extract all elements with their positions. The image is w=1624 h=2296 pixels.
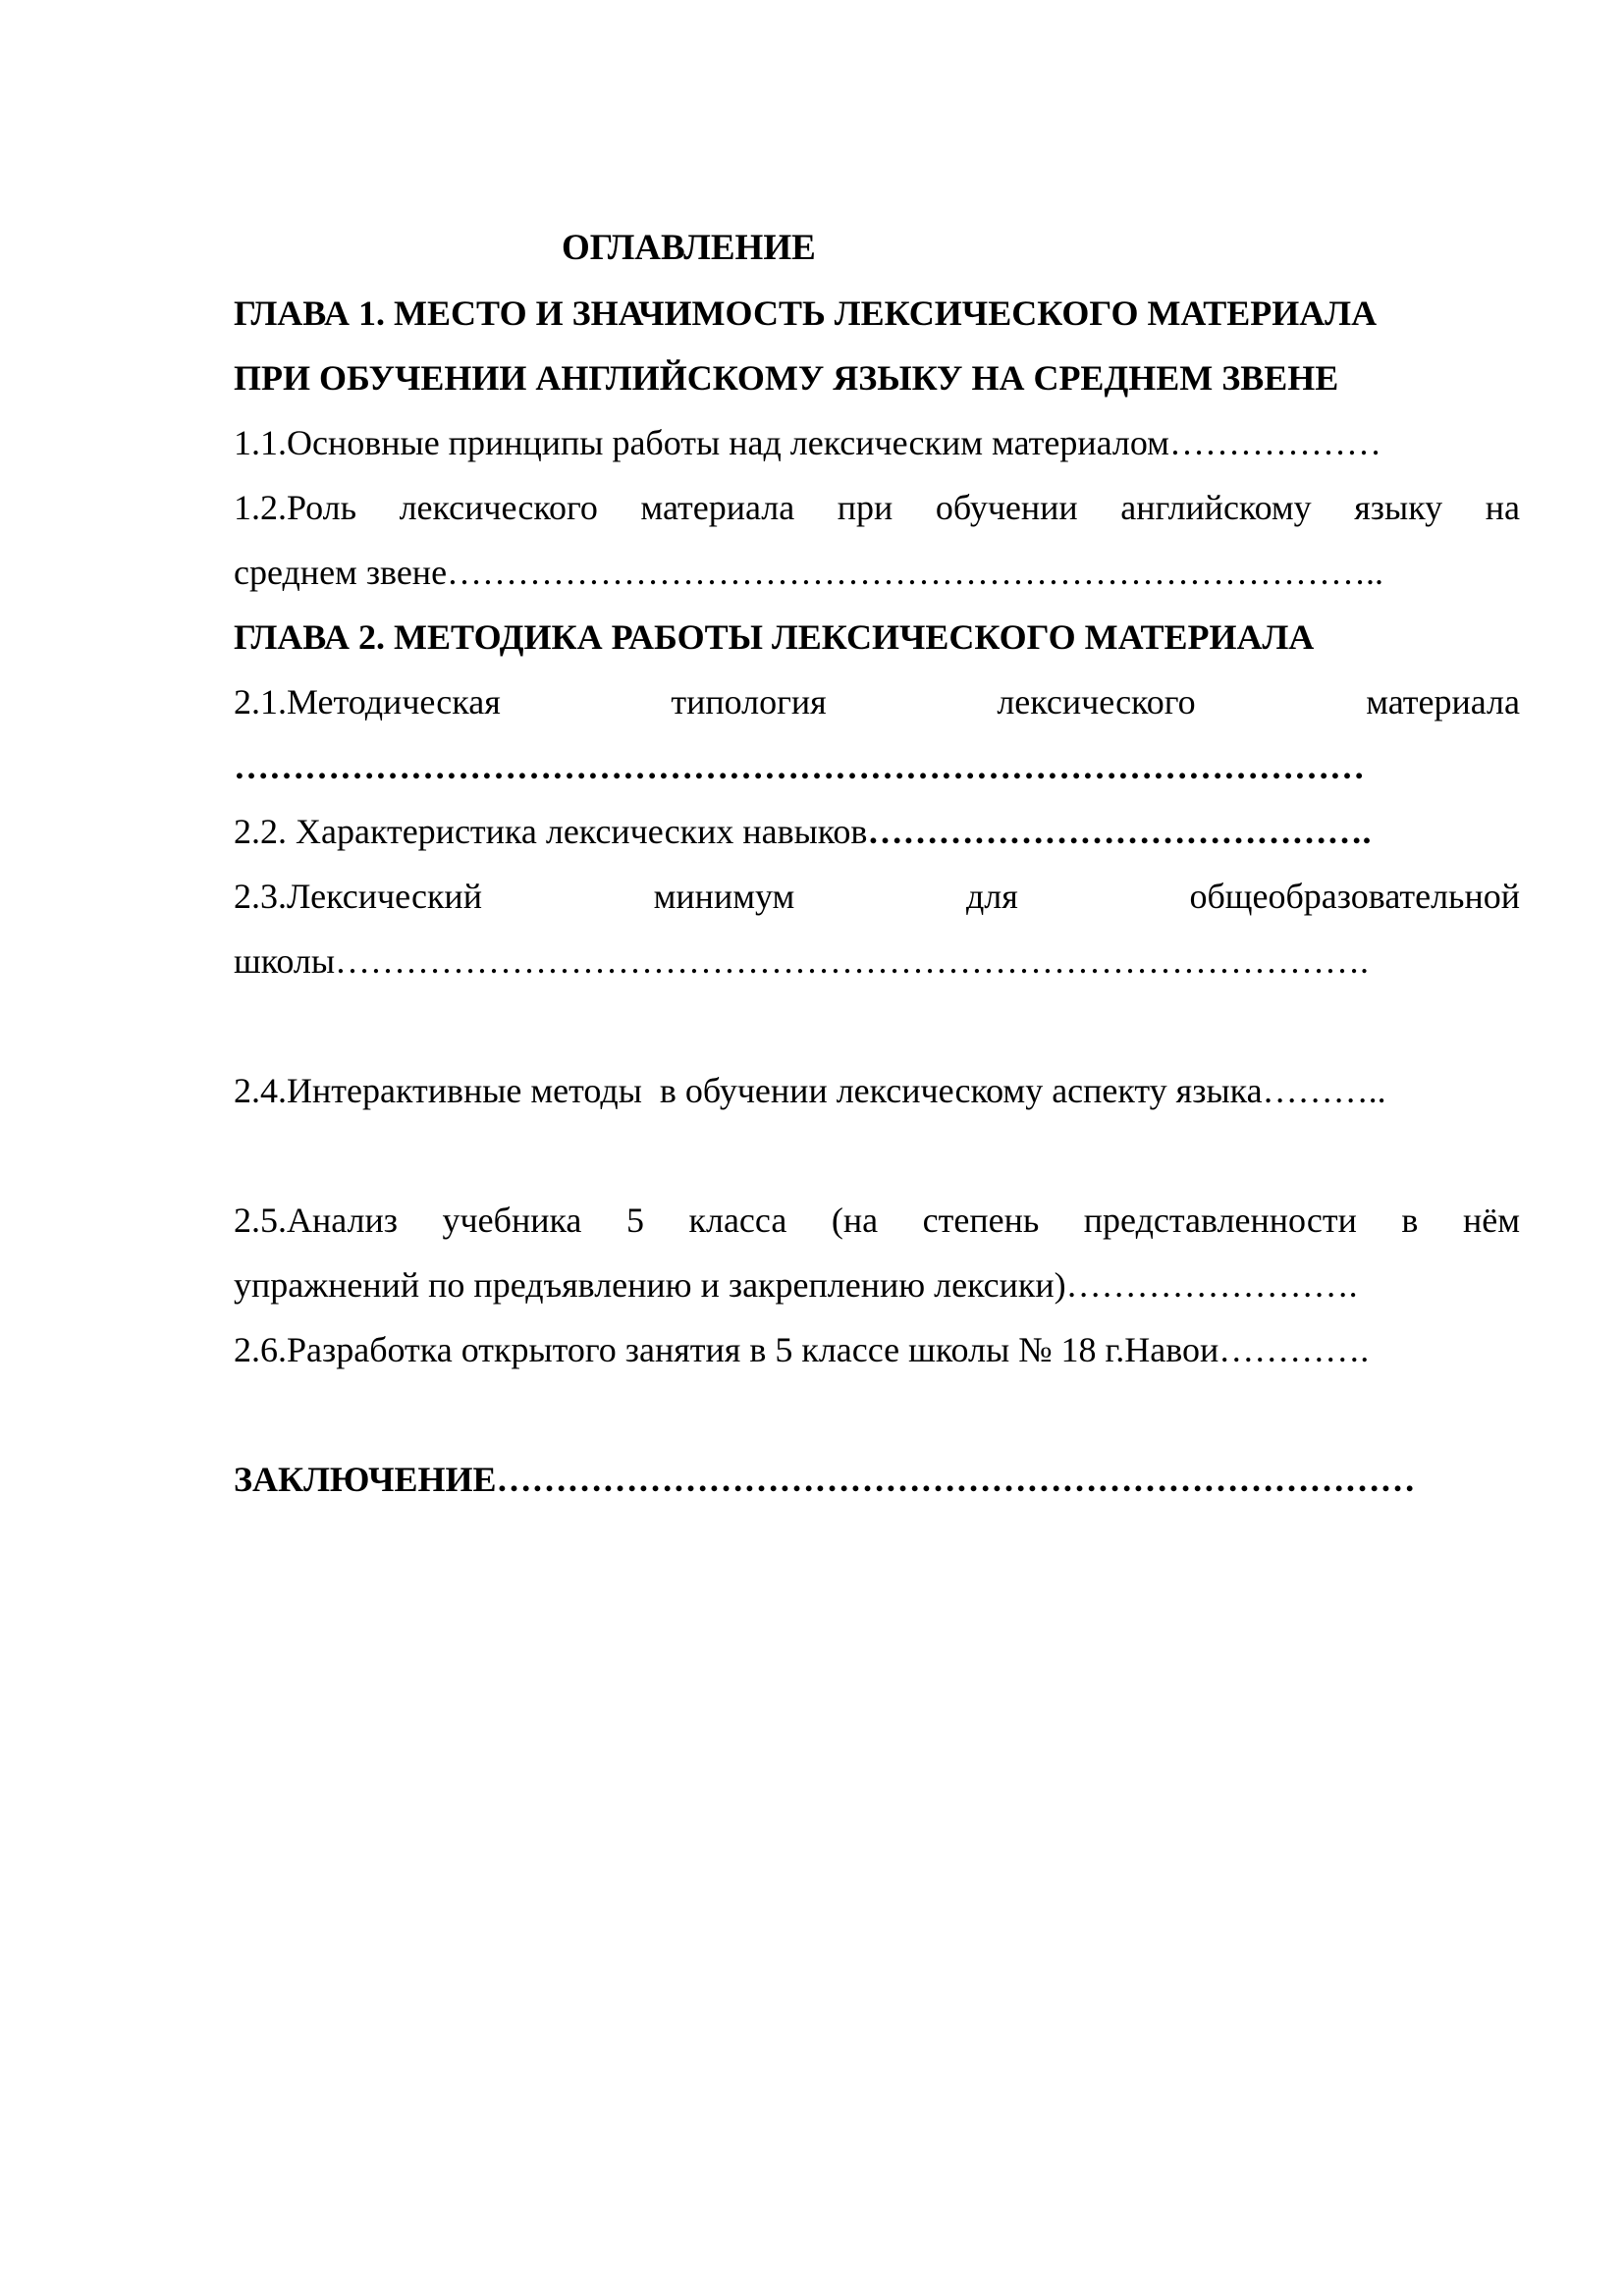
toc-item-2-2 [234,799,1520,864]
toc-item-2-3-line-1: 2.3.Лексический минимум для общеобразовательной [234,877,1520,916]
toc-item-2-1-line-1: 2.1.Методическая типология лексического материала [234,682,1520,721]
toc-heading: ОГЛАВЛЕНИЕ [562,228,816,268]
chapter-1-title-line-1: ГЛАВА 1. МЕСТО И ЗНАЧИМОСТЬ ЛЕКСИЧЕСКОГО МАТЕРИАЛА [234,294,1378,333]
toc-item-2-2-dots: ……………………………………. [867,812,1372,851]
toc-item-1-1: 1.1.Основные принципы работы над лексическим материалом……………… [234,423,1381,462]
toc-item-2-2-text: 2.2. Характеристика лексических навыков [234,812,868,851]
toc-item-2-3-line-2: школы……………………………………………………………………………. [234,941,1370,981]
toc-item-2-6: 2.6.Разработка открытого занятия в 5 классе школы № 18 г.Навои…………. [234,1330,1370,1369]
toc-item-2-4: 2.4.Интерактивные методы в обучении лексическому аспекту языка……….. [234,1071,1386,1110]
spacer [234,1123,1520,1188]
toc-item-2-5-line-2: упражнений по предъявлению и закреплению лексики)……………………. [234,1265,1358,1305]
toc-item-2-1-line-2: …………………………………………………………………………………… [234,747,1365,786]
spacer [234,993,1520,1058]
table-of-contents [234,216,1520,1512]
spacer [234,1382,1520,1447]
toc-item-2-5-line-1: 2.5.Анализ учебника 5 класса (на степень представленности в нём [234,1201,1520,1240]
chapter-1-title-line-2: ПРИ ОБУЧЕНИИ АНГЛИЙСКОМУ ЯЗЫКУ НА СРЕДНЕМ ЗВЕНЕ [234,358,1339,398]
toc-item-1-2-line-1: 1.2.Роль лексического материала при обучении английскому языку на [234,488,1520,527]
toc-item-1-2-line-2: среднем звене…………………………………………………………………….. [234,553,1384,592]
chapter-2-title: ГЛАВА 2. МЕТОДИКА РАБОТЫ ЛЕКСИЧЕСКОГО МАТЕРИАЛА [234,617,1315,657]
toc-conclusion: ЗАКЛЮЧЕНИЕ…………………………………………………………………… [234,1460,1416,1499]
